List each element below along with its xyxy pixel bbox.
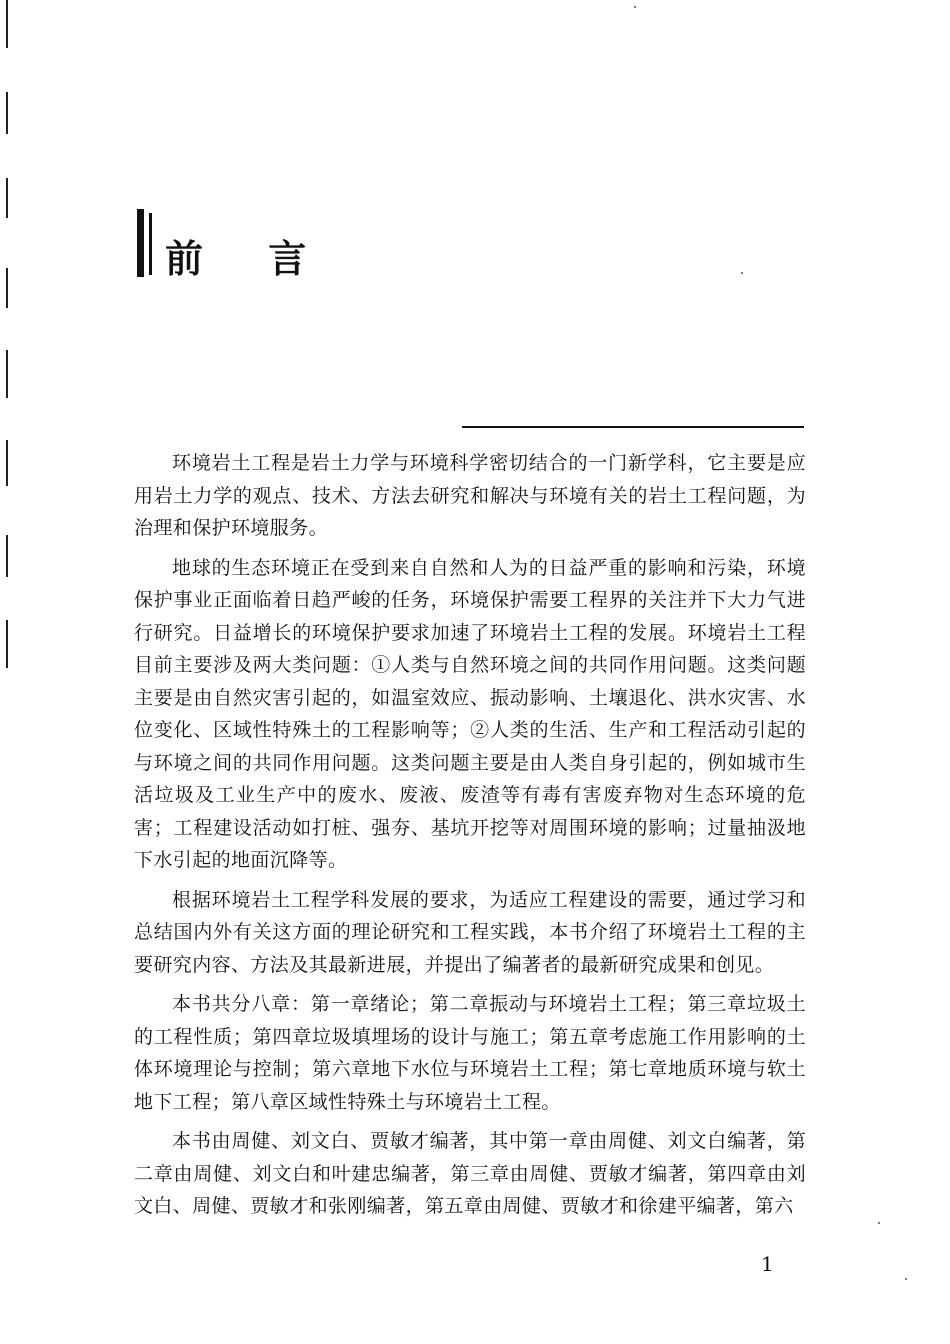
paragraph-2: 地球的生态环境正在受到来自自然和人为的日益严重的影响和污染，环境保护事业正面临着日趋严峻的任务，环境保护需要工程界的关注并下大力气进行研究。日益增长的环境保护要求加速了环境岩土工程的发展。环境岩土工程目前主要涉及两大类问题：①人类与自然环境之间的共同作用问题。这类问题主要是由自然灾害引起的，如温室效应、振动影响、土壤退化、洪水灾害、水位变化、区域性特殊土的工程影响等；②人类的生活、生产和工程活动引起的与环境之间的共同作用问题。这类问题主要是由人类自身引起的，例如城市生活垃圾及工业生产中的废水、废液、废渣等有毒有害废弃物对生态环境的危害；工程建设活动如打桩、强夯、基坑开挖等对周围环境的影响；过量抽汲地下水引起的地面沉降等。 (134, 556, 806, 871)
scan-edge-mark (6, 178, 8, 218)
scan-edge-mark (6, 92, 8, 134)
scan-edge-mark (6, 268, 8, 308)
paragraph-3: 根据环境岩土工程学科发展的要求，为适应工程建设的需要，通过学习和总结国内外有关这方面的理论研究和工程实践，本书介绍了环境岩土工程的主要研究内容、方法及其最新进展，并提出了编著者的最新研究成果和创见。 (134, 888, 806, 976)
page-title: 前 言 (165, 237, 333, 281)
scan-edge-mark (6, 440, 8, 486)
title-bar-decoration (137, 209, 144, 277)
paragraph-4: 本书共分八章：第一章绪论；第二章振动与环境岩土工程；第三章垃圾土的工程性质；第四章垃圾填埋场的设计与施工；第五章考虑施工作用影响的土体环境理论与控制；第六章地下水位与环境岩土工程；第七章地质环境与软土地下工程；第八章区域性特殊土与环境岩土工程。 (134, 993, 806, 1113)
scan-speck (905, 1278, 907, 1280)
scan-speck (634, 6, 636, 8)
horizontal-rule (462, 426, 804, 428)
scan-edge-mark (6, 350, 8, 398)
page-number: 1 (761, 1252, 774, 1276)
scan-edge-mark (6, 535, 8, 577)
preface-body (134, 447, 806, 1230)
scan-edge-mark (6, 0, 8, 48)
paragraph-1: 环境岩土工程是岩土力学与环境科学密切结合的一门新学科，它主要是应用岩土力学的观点、技术、方法去研究和解决与环境有关的岩土工程问题，为治理和保护环境服务。 (134, 452, 806, 539)
scan-speck (741, 272, 743, 274)
title-bar-decoration (149, 213, 152, 275)
scan-edge-mark (6, 620, 8, 668)
paragraph-5: 本书由周健、刘文白、贾敏才编著，其中第一章由周健、刘文白编著，第二章由周健、刘文白和叶建忠编著，第三章由周健、贾敏才编著，第四章由刘文白、周健、贾敏才和张刚编著，第五章由周健、贾敏才和徐建平编著，第六 (134, 1130, 806, 1217)
scan-speck (878, 1222, 880, 1224)
